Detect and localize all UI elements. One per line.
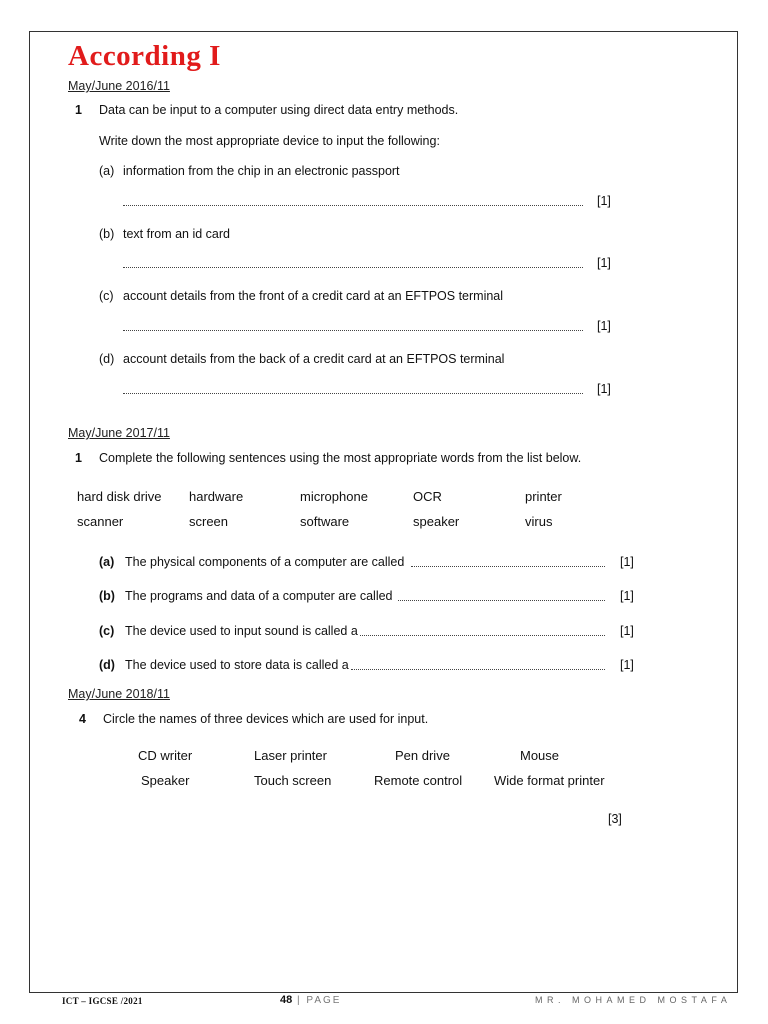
answer-line[interactable] <box>351 669 605 670</box>
word-option: scanner <box>77 514 124 529</box>
part-text: The physical components of a computer are called <box>125 555 405 569</box>
answer-line[interactable] <box>411 566 605 567</box>
session-2017-heading: May/June 2017/11 <box>68 426 170 440</box>
device-option[interactable]: Speaker <box>141 773 190 788</box>
question-number: 4 <box>79 712 86 726</box>
question-text: Complete the following sentences using the most appropriate words from the list below. <box>99 451 582 465</box>
session-2016-heading: May/June 2016/11 <box>68 79 170 93</box>
part-text: The device used to store data is called a <box>125 658 349 672</box>
mark: [1] <box>597 319 611 333</box>
part-label: (d) <box>99 658 115 672</box>
answer-line[interactable] <box>398 600 605 601</box>
word-option: virus <box>525 514 553 529</box>
device-option[interactable]: Laser printer <box>254 748 327 763</box>
device-option[interactable]: Touch screen <box>254 773 332 788</box>
mark: [1] <box>620 624 634 638</box>
part-text: The programs and data of a computer are called <box>125 589 393 603</box>
page-separator: | <box>292 995 307 1006</box>
word-option: hardware <box>189 489 244 504</box>
word-option: screen <box>189 514 229 529</box>
session-2018-heading: May/June 2018/11 <box>68 687 170 701</box>
part-text: The device used to input sound is called a <box>125 624 358 638</box>
page-title: According I <box>68 40 221 72</box>
answer-line[interactable] <box>360 635 605 636</box>
part-text: account details from the back of a credit card at an EFTPOS terminal <box>123 352 505 366</box>
mark: [1] <box>597 256 611 270</box>
question-instruction: Write down the most appropriate device to input the following: <box>99 134 440 148</box>
word-option: OCR <box>413 489 442 504</box>
part-label: (a) <box>99 555 115 569</box>
word-option: hard disk drive <box>77 489 162 504</box>
mark: [3] <box>608 812 622 826</box>
part-label: (c) <box>99 289 114 303</box>
mark: [1] <box>620 555 634 569</box>
footer-page <box>280 994 341 1006</box>
answer-line[interactable] <box>123 330 583 331</box>
word-option: microphone <box>300 489 368 504</box>
word-option: speaker <box>413 514 460 529</box>
part-text: text from an id card <box>123 227 230 241</box>
question-number: 1 <box>75 451 82 465</box>
device-option[interactable]: CD writer <box>138 748 193 763</box>
footer-course: ICT – IGCSE /2021 <box>62 996 143 1006</box>
part-label: (d) <box>99 352 115 366</box>
mark: [1] <box>620 589 634 603</box>
question-number: 1 <box>75 103 82 117</box>
question-text: Data can be input to a computer using direct data entry methods. <box>99 103 459 117</box>
word-option: software <box>300 514 350 529</box>
device-option[interactable]: Mouse <box>520 748 560 763</box>
footer-author: MR. MOHAMED MOSTAFA <box>535 995 732 1005</box>
device-option[interactable]: Wide format printer <box>494 773 605 788</box>
device-option[interactable]: Pen drive <box>395 748 450 763</box>
part-label: (b) <box>99 227 115 241</box>
answer-line[interactable] <box>123 267 583 268</box>
mark: [1] <box>597 382 611 396</box>
device-option[interactable]: Remote control <box>374 773 463 788</box>
question-text: Circle the names of three devices which are used for input. <box>103 712 429 726</box>
page-number: 48 <box>280 994 293 1006</box>
answer-line[interactable] <box>123 205 583 206</box>
part-label: (c) <box>99 624 115 638</box>
part-label: (b) <box>99 589 115 603</box>
page-label: PAGE <box>306 995 342 1006</box>
part-label: (a) <box>99 164 115 178</box>
word-option: printer <box>525 489 562 504</box>
part-text: information from the chip in an electronic passport <box>123 164 400 178</box>
mark: [1] <box>620 658 634 672</box>
part-text: account details from the front of a credit card at an EFTPOS terminal <box>123 289 504 303</box>
mark: [1] <box>597 194 611 208</box>
answer-line[interactable] <box>123 393 583 394</box>
